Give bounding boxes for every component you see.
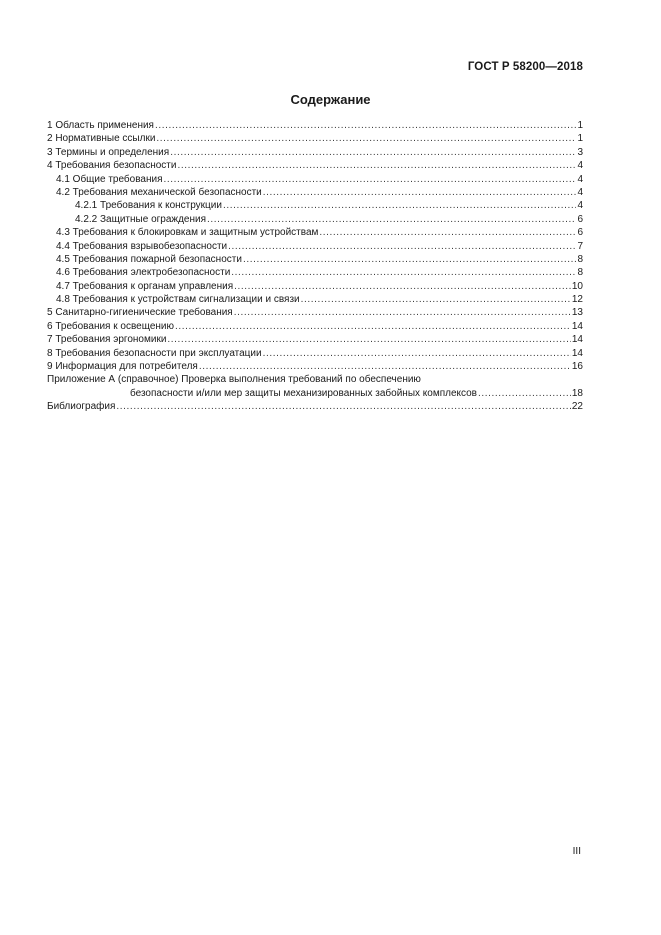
toc-entry-page: 6 — [577, 227, 583, 239]
dot-leader — [263, 347, 571, 360]
toc-title: Содержание — [290, 92, 371, 107]
toc-entry-page: 4 — [577, 160, 583, 172]
toc-entry-4-1[interactable] — [47, 173, 583, 186]
toc-entry-page: 6 — [577, 213, 583, 225]
dot-leader — [199, 360, 571, 373]
toc-entry-label: 9 Информация для потребителя — [47, 361, 198, 373]
toc-entry-label: 4.2.1 Требования к конструкции — [75, 200, 222, 212]
toc-entry-page: 14 — [571, 320, 583, 332]
toc-entry-label: 4.3 Требования к блокировкам и защитным устройствам — [56, 227, 319, 239]
toc-entry-8[interactable] — [47, 347, 583, 360]
dot-leader — [263, 186, 577, 199]
toc-entry-page: 3 — [577, 146, 583, 158]
toc-entry-6[interactable] — [47, 320, 583, 333]
dot-leader — [231, 266, 576, 279]
toc-entry-page: 10 — [571, 280, 583, 292]
toc-entry-label: безопасности и/или мер защиты механизированных забойных комплексов — [130, 387, 477, 399]
toc-entry-page: 12 — [571, 294, 583, 306]
toc-entry-page: 8 — [577, 253, 583, 265]
dot-leader — [243, 253, 577, 266]
toc-entry-label: 4.7 Требования к органам управления — [56, 280, 234, 292]
dot-leader — [228, 240, 576, 253]
dot-leader — [156, 132, 576, 145]
dot-leader — [478, 387, 571, 400]
dot-leader — [301, 293, 571, 306]
table-of-contents — [47, 119, 583, 414]
dot-leader — [319, 226, 576, 239]
toc-entry-label: 1 Область применения — [47, 120, 154, 131]
toc-entry-page: 22 — [571, 401, 583, 413]
toc-entry-appendix-a-continuation[interactable] — [47, 387, 583, 400]
toc-entry-4-6[interactable] — [47, 266, 583, 279]
toc-entry-label: 4.5 Требования пожарной безопасности — [56, 253, 242, 265]
toc-entry-page: 14 — [571, 334, 583, 346]
toc-entry-label: 4.2 Требования механической безопасности — [56, 186, 262, 198]
toc-entry-3[interactable] — [47, 146, 583, 159]
toc-entry-page: 1 — [577, 133, 583, 145]
dot-leader — [223, 199, 576, 212]
toc-entry-page: 4 — [577, 200, 583, 212]
toc-entry-9[interactable] — [47, 360, 583, 373]
dot-leader — [167, 333, 570, 346]
toc-entry-page: 18 — [571, 387, 583, 399]
toc-entry-page: 13 — [571, 307, 583, 319]
document-code: ГОСТ Р 58200—2018 — [467, 61, 583, 73]
toc-entry-4-7[interactable] — [47, 280, 583, 293]
toc-entry-label: 5 Санитарно-гигиенические требования — [47, 307, 233, 319]
toc-entry-1[interactable] — [47, 119, 583, 132]
toc-entry-label: 4.1 Общие требования — [56, 173, 163, 185]
toc-entry-label: 4.8 Требования к устройствам сигнализации и связи — [56, 294, 300, 306]
toc-entry-page: 1 — [577, 120, 583, 131]
toc-entry-4-2-1[interactable] — [47, 199, 583, 212]
toc-entry-label: 4.4 Требования взрывобезопасности — [56, 240, 228, 252]
dot-leader — [116, 400, 570, 413]
toc-entry-page: 4 — [577, 173, 583, 185]
toc-entry-label: Приложение А (справочное) Проверка выполнения требований по обеспечению — [47, 374, 421, 386]
toc-entry-4-3[interactable] — [47, 226, 583, 239]
dot-leader — [164, 173, 577, 186]
toc-entry-label: 3 Термины и определения — [47, 146, 170, 158]
toc-entry-4[interactable] — [47, 159, 583, 172]
toc-entry-4-5[interactable] — [47, 253, 583, 266]
toc-entry-label: 4 Требования безопасности — [47, 160, 177, 172]
toc-entry-label: 4.6 Требования электробезопасности — [56, 267, 231, 279]
dot-leader — [234, 306, 571, 319]
toc-entry-label: 4.2.2 Защитные ограждения — [75, 213, 207, 225]
toc-entry-label: 2 Нормативные ссылки — [47, 133, 156, 145]
toc-entry-bibliography[interactable] — [47, 400, 583, 413]
toc-entry-label: 8 Требования безопасности при эксплуатации — [47, 347, 262, 359]
dot-leader — [177, 159, 576, 172]
toc-entry-label: Библиография — [47, 401, 116, 413]
toc-entry-7[interactable] — [47, 333, 583, 346]
dot-leader — [155, 119, 576, 132]
toc-entry-5[interactable] — [47, 306, 583, 319]
toc-entry-4-2-2[interactable] — [47, 213, 583, 226]
toc-entry-2[interactable] — [47, 132, 583, 145]
toc-entry-page: 14 — [571, 347, 583, 359]
toc-entry-4-4[interactable] — [47, 240, 583, 253]
toc-entry-label: 6 Требования к освещению — [47, 320, 175, 332]
toc-entry-appendix-a-heading[interactable] — [47, 373, 583, 386]
dot-leader — [175, 320, 571, 333]
toc-entry-4-2[interactable] — [47, 186, 583, 199]
page-number: III — [572, 846, 581, 857]
toc-entry-4-8[interactable] — [47, 293, 583, 306]
dot-leader — [234, 280, 571, 293]
dot-leader — [207, 213, 576, 226]
toc-entry-page: 8 — [577, 267, 583, 279]
toc-entry-page: 16 — [571, 361, 583, 373]
toc-entry-page: 4 — [577, 186, 583, 198]
toc-entry-page: 7 — [577, 240, 583, 252]
dot-leader — [170, 146, 576, 159]
toc-entry-label: 7 Требования эргономики — [47, 334, 167, 346]
